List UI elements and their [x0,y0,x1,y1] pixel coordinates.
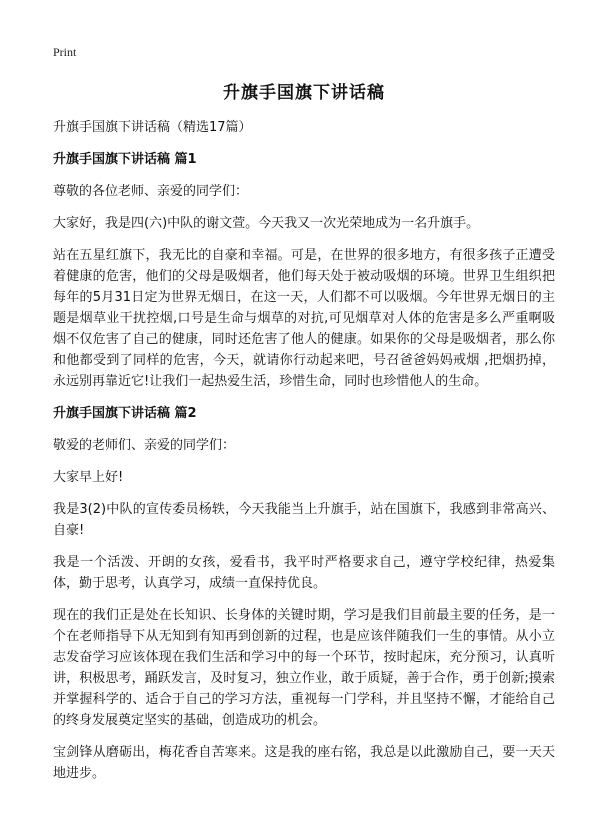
document-body [53,78,555,795]
speech-section-1 [53,149,555,392]
section-heading: 升旗手国旗下讲话稿 篇2 [53,406,197,421]
speech-section-2 [53,403,555,784]
paragraph: 大家好，我是四(六)中队的谢文萱。今天我又一次光荣地成为一名升旗手。 [53,216,480,231]
section-heading: 升旗手国旗下讲话稿 篇1 [53,152,197,167]
paragraph: 敬爱的老师们、亲爱的同学们： [53,438,236,453]
document-subtitle: 升旗手国旗下讲话稿（精选17篇） [53,120,252,135]
paragraph: 我是一个活泼、开朗的女孩，爱看书，我平时严格要求自己，遵守学校纪律，热爱集体，勤于思考，认真学习，成绩一直保持优良。 [53,555,555,591]
print-link[interactable]: Print [53,45,77,59]
page-title: 升旗手国旗下讲话稿 [223,83,385,103]
paragraph: 我是3(2)中队的宣传委员杨轶，今天我能当上升旗手，站在国旗下，我感到非常高兴、自豪! [53,502,555,538]
paragraph: 现在的我们正是处在长知识、长身体的关键时期，学习是我们目前最主要的任务，是一个在老师指导下从无知到有知再到创新的过程，也是应该伴随我们一生的事情。从小立志发奋学习应该体现在我们生活和学习中的每一个环节，按时起床，充分预习，认真听讲，积极思考，踊跃发言，及时复习，独立作业，敢于质疑，善于合作，勇于创新;摸索并掌握科学的、适合于自己的学习方法，重视每一门学科，并且坚持不懈，才能给自己的终身发展奠定坚实的基础，创造成功的机会。 [53,608,555,728]
paragraph: 大家早上好! [53,470,124,485]
paragraph: 尊敬的各位老师、亲爱的同学们： [53,184,249,199]
paragraph: 宝剑锋从磨砺出，梅花香自苦寒来。这是我的座右铭，我总是以此激励自己，要一天天地进步。 [53,745,555,781]
paragraph: 站在五星红旗下，我无比的自豪和幸福。可是，在世界的很多地方，有很多孩子正遭受着健康的危害，他们的父母是吸烟者，他们每天处于被动吸烟的环境。世界卫生组织把每年的5月31日定为世界无烟日，在这一天，人们都不可以吸烟。今年世界无烟日的主题是烟草业干扰控烟,口号是生命与烟草的对抗,可见烟草对人体的危害是多么严重啊吸烟不仅危害了自己的健康，同时还危害了他人的健康。如果你的父母是吸烟者，那么你和他都受到了同样的危害，今天，就请你行动起来吧，号召爸爸妈妈戒烟 ,把烟扔掉，永远别再靠近它!让我们一起热爱生活，珍惜生命，同时也珍惜他人的生命。 [53,248,555,389]
